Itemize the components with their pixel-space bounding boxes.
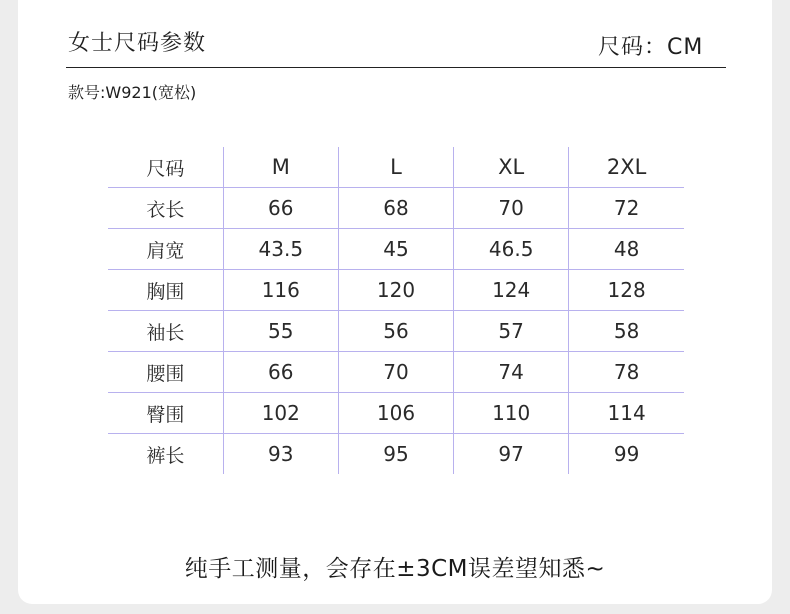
row-label: 腰围 <box>146 362 185 385</box>
table-cell: 110 <box>454 393 569 434</box>
table-cell: 58 <box>569 311 684 352</box>
chart-title: 女士尺码参数 <box>68 31 207 56</box>
table-cell: 102 <box>223 393 338 434</box>
header-cell-2xl: 2XL <box>569 147 684 188</box>
table-row <box>108 393 684 434</box>
style-number: 款号:W921(宽松) <box>68 83 197 102</box>
table-row <box>108 270 684 311</box>
row-label: 胸围 <box>146 280 185 303</box>
table-cell: 68 <box>338 188 453 229</box>
table-cell: 78 <box>569 352 684 393</box>
table-cell: 43.5 <box>223 229 338 270</box>
row-label: 肩宽 <box>146 239 185 262</box>
table-cell: 66 <box>223 188 338 229</box>
header-cell-xl: XL <box>454 147 569 188</box>
header-cell-size: 尺码 <box>146 157 185 180</box>
table-cell: 70 <box>338 352 453 393</box>
table-cell: 93 <box>223 434 338 475</box>
header-cell-m: M <box>223 147 338 188</box>
table-cell: 57 <box>454 311 569 352</box>
row-label: 臀围 <box>146 403 185 426</box>
measurement-note: 纯手工测量，会存在±3CM误差望知悉~ <box>184 556 606 582</box>
table-cell: 97 <box>454 434 569 475</box>
table-cell: 106 <box>338 393 453 434</box>
table-cell: 74 <box>454 352 569 393</box>
unit-label: 尺码：CM <box>598 35 704 60</box>
table-cell: 46.5 <box>454 229 569 270</box>
table-cell: 72 <box>569 188 684 229</box>
table-cell: 95 <box>338 434 453 475</box>
table-row <box>108 311 684 352</box>
size-chart-card <box>18 0 772 604</box>
table-cell: 116 <box>223 270 338 311</box>
row-label: 裤长 <box>146 444 185 467</box>
table-cell: 128 <box>569 270 684 311</box>
header-divider <box>66 67 726 68</box>
table-cell: 120 <box>338 270 453 311</box>
table-cell: 56 <box>338 311 453 352</box>
table-row <box>108 229 684 270</box>
table-cell: 48 <box>569 229 684 270</box>
table-cell: 55 <box>223 311 338 352</box>
table-header-row <box>108 147 684 188</box>
table-cell: 114 <box>569 393 684 434</box>
header-cell-l: L <box>338 147 453 188</box>
table-cell: 45 <box>338 229 453 270</box>
table-row <box>108 188 684 229</box>
table-row <box>108 434 684 475</box>
table-cell: 124 <box>454 270 569 311</box>
table-cell: 70 <box>454 188 569 229</box>
table-cell: 99 <box>569 434 684 475</box>
table-row <box>108 352 684 393</box>
row-label: 衣长 <box>146 198 185 221</box>
table-cell: 66 <box>223 352 338 393</box>
size-table <box>108 147 684 474</box>
row-label: 袖长 <box>146 321 185 344</box>
